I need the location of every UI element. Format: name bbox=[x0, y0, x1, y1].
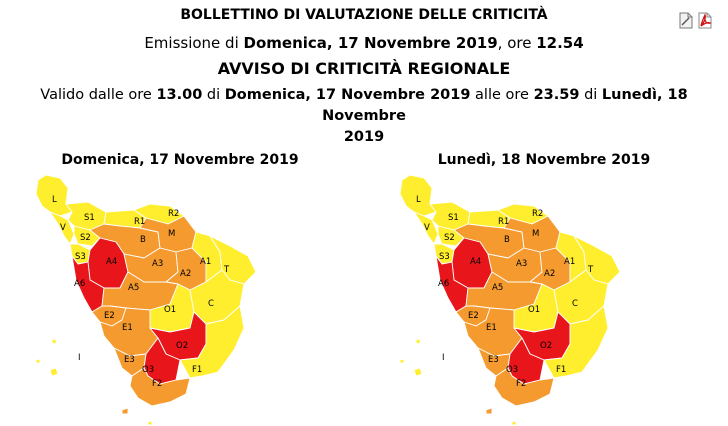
zone-label: E3 bbox=[124, 355, 135, 365]
document-icon[interactable] bbox=[679, 12, 693, 29]
alert-title: AVVISO DI CRITICITÀ REGIONALE bbox=[217, 59, 511, 78]
emission-sep: , ore bbox=[497, 34, 532, 52]
zone-label: O1 bbox=[528, 305, 541, 315]
valid-to-sep2: di bbox=[584, 87, 598, 103]
zone-label: A3 bbox=[516, 259, 528, 269]
zone-label: S2 bbox=[80, 233, 91, 243]
valid-prefix: Valido dalle ore bbox=[40, 87, 152, 103]
island-1 bbox=[52, 339, 56, 344]
zone-I[interactable] bbox=[414, 368, 422, 376]
zone-label: S1 bbox=[448, 213, 459, 223]
valid-from-day: Domenica, 17 Novembre 2019 bbox=[224, 87, 471, 103]
zone-label: R1 bbox=[498, 217, 510, 227]
emission-line bbox=[0, 34, 728, 52]
zone-label: O1 bbox=[164, 305, 177, 315]
zone-label: O3 bbox=[506, 365, 519, 375]
zone-label: A2 bbox=[180, 269, 192, 279]
map-label-day1: Domenica, 17 Novembre 2019 bbox=[61, 152, 299, 168]
criticality-map-day2 bbox=[394, 172, 654, 426]
zone-label: E3 bbox=[488, 355, 499, 365]
zone-label: M bbox=[168, 229, 176, 239]
zone-label: S3 bbox=[439, 252, 450, 262]
zone-label: A5 bbox=[492, 283, 504, 293]
valid-from-time: 13.00 bbox=[156, 87, 203, 103]
zone-label: F1 bbox=[556, 365, 567, 375]
zone-label: I bbox=[442, 353, 445, 363]
valid-from-sep: di bbox=[206, 87, 221, 103]
zone-I[interactable] bbox=[50, 368, 58, 376]
zone-label: O2 bbox=[176, 341, 189, 351]
zone-label: A6 bbox=[438, 279, 450, 289]
valid-to-day: Lunedì, 18 Novembre bbox=[322, 87, 688, 124]
zone-label: R1 bbox=[134, 217, 146, 227]
zone-label: E2 bbox=[104, 311, 115, 321]
validity-line bbox=[0, 85, 728, 148]
island-2 bbox=[400, 359, 404, 363]
island-3 bbox=[486, 408, 492, 414]
zone-label: A5 bbox=[128, 283, 140, 293]
bulletin-title: BOLLETTINO DI VALUTAZIONE DELLE CRITICITÀ bbox=[180, 7, 548, 23]
zone-label: E1 bbox=[122, 323, 133, 333]
valid-to-year: 2019 bbox=[343, 129, 385, 145]
pdf-icon[interactable] bbox=[698, 12, 712, 29]
zone-label: E1 bbox=[486, 323, 497, 333]
emission-prefix: Emissione di bbox=[144, 34, 239, 52]
zone-label: O3 bbox=[142, 365, 155, 375]
zone-label: C bbox=[208, 299, 214, 309]
zone-label: A6 bbox=[74, 279, 86, 289]
zone-label: C bbox=[572, 299, 578, 309]
zone-label: T bbox=[588, 265, 594, 275]
zone-label: V bbox=[60, 223, 66, 233]
zone-label: A4 bbox=[470, 257, 482, 267]
zone-label: I bbox=[78, 353, 81, 363]
zone-label: A2 bbox=[544, 269, 556, 279]
island-2 bbox=[36, 359, 40, 363]
island-1 bbox=[416, 339, 420, 344]
zone-label: O2 bbox=[540, 341, 553, 351]
valid-to-sep: alle ore bbox=[475, 87, 529, 103]
zone-label: S3 bbox=[75, 252, 86, 262]
zone-label: A1 bbox=[200, 257, 212, 267]
zone-label: F2 bbox=[152, 379, 163, 389]
emission-time: 12.54 bbox=[536, 34, 584, 52]
zone-label: L bbox=[52, 195, 57, 205]
zone-label: V bbox=[424, 223, 430, 233]
island-4 bbox=[512, 421, 516, 425]
island-3 bbox=[122, 408, 128, 414]
zone-label: T bbox=[224, 265, 230, 275]
zone-label: A1 bbox=[564, 257, 576, 267]
emission-day: Domenica, 17 Novembre 2019 bbox=[243, 34, 498, 52]
zone-label: M bbox=[532, 229, 540, 239]
criticality-map-day1 bbox=[30, 172, 290, 426]
island-4 bbox=[148, 421, 152, 425]
zone-label: L bbox=[416, 195, 421, 205]
zone-label: R2 bbox=[532, 209, 544, 219]
zone-label: A3 bbox=[152, 259, 164, 269]
zone-label: B bbox=[504, 235, 510, 245]
zone-label: A4 bbox=[106, 257, 118, 267]
zone-label: B bbox=[140, 235, 146, 245]
zone-label: R2 bbox=[168, 209, 180, 219]
zone-label: E2 bbox=[468, 311, 479, 321]
zone-label: S1 bbox=[84, 213, 95, 223]
map-label-day2: Lunedì, 18 Novembre 2019 bbox=[437, 152, 651, 168]
zone-label: F1 bbox=[192, 365, 203, 375]
zone-label: F2 bbox=[516, 379, 527, 389]
valid-to-time: 23.59 bbox=[533, 87, 580, 103]
zone-label: S2 bbox=[444, 233, 455, 243]
